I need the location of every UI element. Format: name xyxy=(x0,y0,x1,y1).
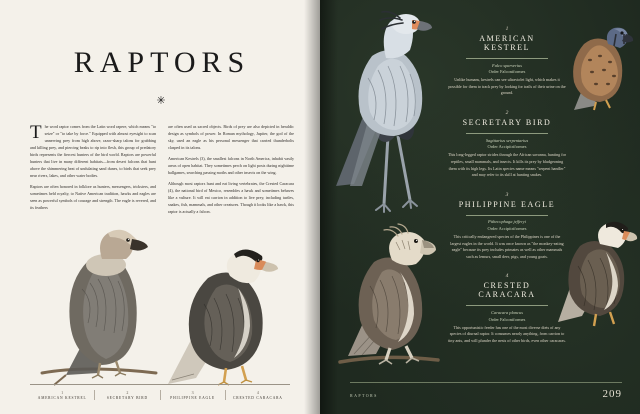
paragraph: Although most raptors hunt and eat living vertebrates, the Crested Caracara (4), the national bird of Mexico, resembles a hawk and sometimes behaves like a vulture. It will eat carrion in addition to live prey, including turtles, snakes, fish, mammals, and other creatures. Though it looks like a hawk, this raptor is actually a falcon. xyxy=(168,181,295,215)
page-title-block xyxy=(30,46,294,107)
page-title: RAPTORS xyxy=(73,46,251,79)
entry-divider xyxy=(466,58,549,59)
footer-index-label: SECRETARY BIRD xyxy=(106,396,148,400)
body-columns xyxy=(30,123,294,219)
footer-index-label: PHILIPPINE EAGLE xyxy=(170,396,215,400)
paragraph: Raptors are often honored in folklore as hunters, messengers, tricksters, and sometimes held royalty, to Native American tradition, hawks and eagles are seen as powerful symbols of courage and strength. The eagle is revered, and its feathers xyxy=(30,184,156,211)
entry-divider xyxy=(466,305,549,306)
species-entry xyxy=(448,192,566,261)
entry-order: Order Falconiformes xyxy=(488,69,526,75)
entry-order: Order Falconiformes xyxy=(488,316,526,322)
paragraph: The word raptor comes from the Latin word rapere, which means "to seize" or "to take by force." Equipped with almost eyesight to scan unnerving prey from high above, razor-sharp talons for grabbing and killing prey, and piercing beaks to rip into flesh, this group of predatory birds represents the fiercest hunters of the bird world. Raptors are powerful hunters that live in many different habitats—from desert falcons that hunt above the shimmering heat of undulating sand dunes, to birds that seek prey near rivers, lakes, and other water bodies. xyxy=(30,122,156,179)
entry-scientific-name: Pithecophaga jefferyi xyxy=(488,219,526,225)
species-entry xyxy=(448,110,566,179)
entry-number: 2 xyxy=(505,110,509,117)
entry-scientific-name: Caracara plancus xyxy=(491,310,523,316)
species-entries xyxy=(448,26,566,358)
paragraph: American Kestrels (3), the smallest falcons in North America, inhabit vastly areas of open habitat. They sometimes perch on light posts during nighttime ballgames, searching passing moths and other insects on the wing. xyxy=(168,156,294,176)
entry-number: 4 xyxy=(505,273,509,280)
body-column-2 xyxy=(168,123,294,219)
caracara-left-illustration xyxy=(152,242,302,392)
footer-index-item[interactable] xyxy=(94,390,159,400)
right-footer xyxy=(350,382,622,400)
species-entry xyxy=(448,273,566,344)
left-footer-index xyxy=(30,384,290,400)
footer-index-number: 1 xyxy=(61,390,64,395)
entry-description: This long-legged raptor strides through the African savanna, hunting for reptiles, small mammals, and insects. It kills its prey by bludgeoning them with its high legs. Its Latin species name means "serpent handler" and may refer to its skill at hunting snakes. xyxy=(448,152,567,178)
entry-name: PHILIPPINE EAGLE xyxy=(458,199,556,209)
right-page xyxy=(320,0,640,414)
chapter-label: RAPTORS xyxy=(350,393,378,398)
entry-description: Unlike humans, kestrels can see ultraviolet light, which makes it possible for them to track prey by looking for trails of their urine on the ground. xyxy=(448,77,566,96)
species-entry xyxy=(448,26,566,97)
footer-index-label: CRESTED CARACARA xyxy=(233,396,283,400)
entry-divider xyxy=(466,133,549,134)
entry-order: Order Accipitriformes xyxy=(487,225,527,231)
american-kestrel-illustration xyxy=(556,22,634,114)
body-column-1 xyxy=(30,123,156,219)
right-page-number: 209 xyxy=(602,388,622,400)
footer-index-number: 4 xyxy=(256,390,259,395)
entry-divider xyxy=(466,215,549,216)
left-illustration-area xyxy=(30,225,294,394)
entry-description: This opportunistic feeder has one of the most diverse diets of any species of diurnal raptor. It consumes nearly anything, from carrion to tiny ants, and will plunder the nests of other birds, even other caracaras. xyxy=(448,324,566,343)
footer-index-number: 2 xyxy=(126,390,129,395)
entry-scientific-name: Sagittarius serpentarius xyxy=(485,137,529,143)
paragraph: are often used as sacred objects. Birds of prey are also depicted in heraldic design as symbols of power. In Roman mythology, Jupiter, the god of the sky, used an eagle as his personal messenger that carried thunderbolts clasped in its talons. xyxy=(168,124,294,151)
entry-description: This critically endangered species of the Philippines is one of the largest eagles in the world. It was once known as "the monkey-eating eagle" because its prey includes primates as well as other mammals such as lemurs, small deer, pigs, and young goats. xyxy=(450,233,564,259)
ornament-divider-icon: ✳ xyxy=(156,95,168,107)
entry-name: AMERICAN KESTREL xyxy=(479,34,535,52)
footer-index-item[interactable] xyxy=(160,390,225,400)
footer-index-item[interactable] xyxy=(225,390,290,400)
secretary-bird-illustration xyxy=(328,8,453,223)
entry-name: CRESTED CARACARA xyxy=(478,281,536,300)
entry-number: 3 xyxy=(505,191,509,198)
footer-index-label: AMERICAN KESTREL xyxy=(37,396,87,400)
footer-index-item[interactable] xyxy=(30,390,94,400)
entry-number: 1 xyxy=(505,26,509,32)
entry-order: Order Accipitriformes xyxy=(487,144,527,150)
entry-name: SECRETARY BIRD xyxy=(462,118,552,128)
footer-index-number: 3 xyxy=(191,390,194,395)
entry-scientific-name: Falco sparverius xyxy=(492,62,522,68)
philippine-eagle-illustration xyxy=(334,228,444,378)
